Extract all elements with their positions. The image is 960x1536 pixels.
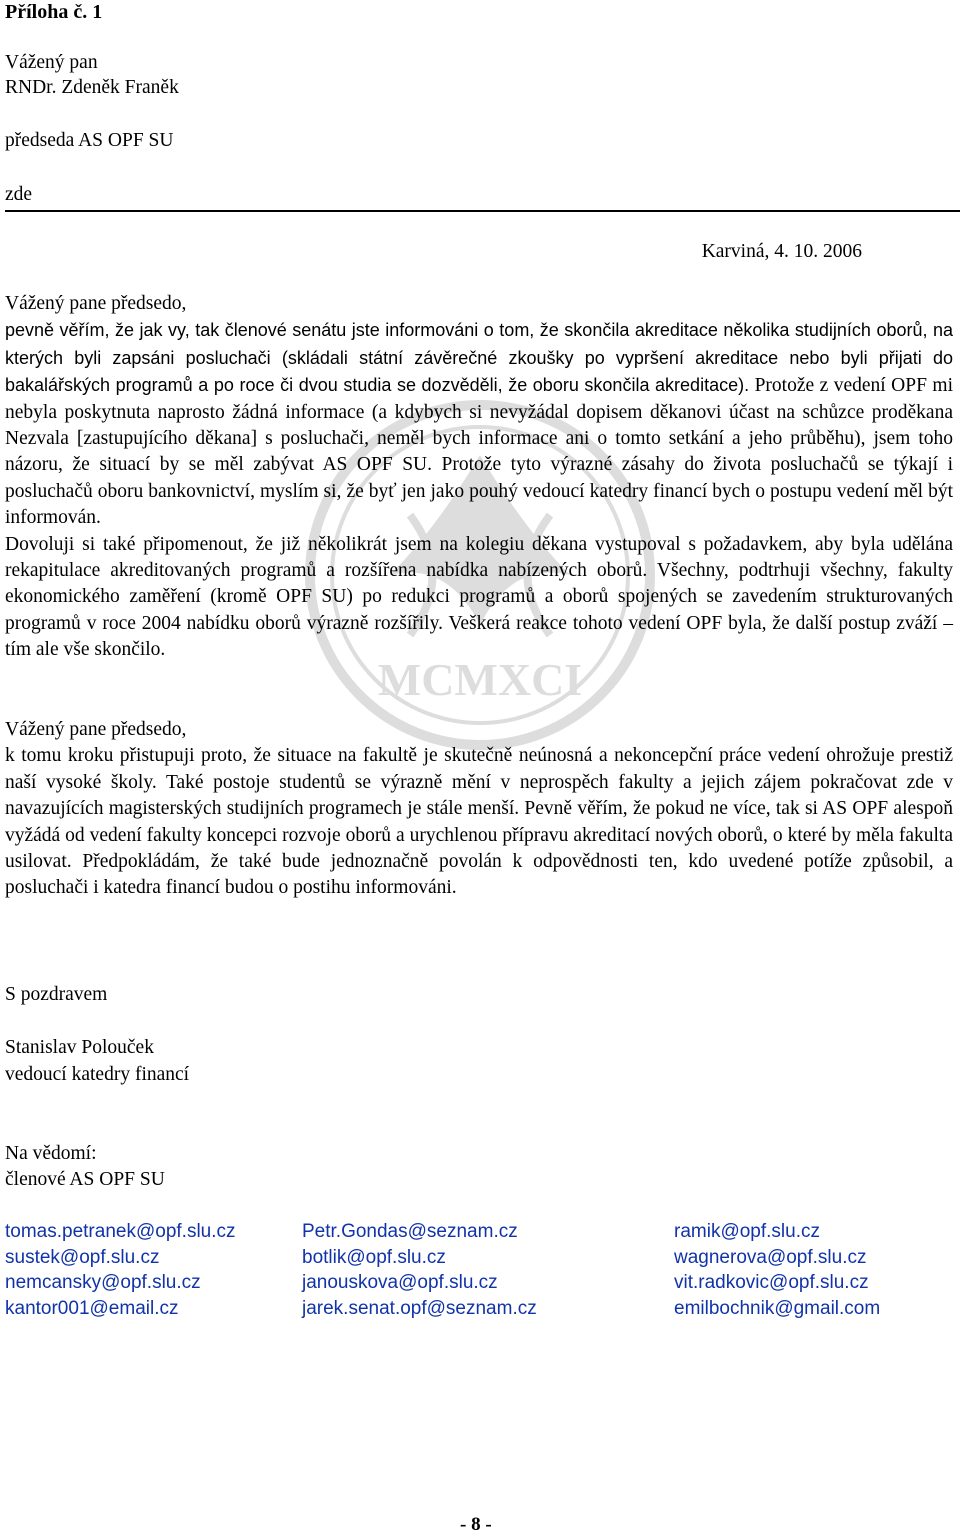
email-link[interactable]: botlik@opf.slu.cz [302,1246,446,1268]
greeting-2: Vážený pane předsedo, [5,719,187,740]
letter-paragraph-1 [5,291,953,664]
email-column-3 [674,1219,880,1321]
address-salutation: Vážený pan [5,52,98,73]
address-name: RNDr. Zdeněk Franěk [5,77,179,98]
signature-title: vedoucí katedry financí [5,1064,190,1085]
address-position: předseda AS OPF SU [5,130,174,151]
email-link[interactable]: wagnerova@opf.slu.cz [674,1246,867,1268]
email-column-1 [5,1219,236,1321]
email-link[interactable]: emilbochnik@gmail.com [674,1297,881,1319]
letter-paragraph-2 [5,717,953,902]
cc-recipients: členové AS OPF SU [5,1169,165,1190]
paragraph-1-serif-text: Protože z vedení OPF mi nebyla poskytnuta naprosto žádná informace (a kdybych si nevyžádal dopisem děkanovi účast na schůzce proděkana Nezvala [zastupujícího děkana] s posluchači, neměl bych informace ani o tomto setkání a jeho průběhu), jsem toho názoru, že situací by se měl zabývat AS OPF SU. Protože tyto výrazné zásahy do života posluchačů se týkají i posluchačů oboru bankovnictví, myslím si, že byť jen jako pouhý vedoucí katedry financí bych o postupu vedení měl být informován. [5,375,953,529]
header-divider [5,210,960,212]
signature-name: Stanislav Polouček [5,1037,154,1058]
email-link[interactable]: sustek@opf.slu.cz [5,1246,160,1268]
email-link[interactable]: jarek.senat.opf@seznam.cz [302,1297,537,1319]
email-link[interactable]: nemcansky@opf.slu.cz [5,1272,201,1293]
seal-text: MCMXCI [377,654,583,705]
email-link[interactable]: Petr.Gondas@seznam.cz [302,1221,518,1242]
email-link[interactable]: ramik@opf.slu.cz [674,1221,820,1242]
paragraph-2-body: k tomu kroku přistupuji proto, že situace na fakultě je skutečně neúnosná a nekoncepční práce vedení ohrožuje prestiž naší vysoké školy. Také postoje studentů se výrazně mění v neprospěch fakulty a jejich zájem pokračovat zde v navazujících magisterských studijních programech je stále menší. Pevně věřím, že pokud ne více, tak si AS OPF alespoň vyžádá od vedení fakulty koncepci rozvoje oborů a urychlenou přípravu akreditací nových oborů, o které by měla fakulta usilovat. Předpokládám, že také bude jednoznačně povolán k odpovědnosti ten, kdo uvedené potíže způsobil, a posluchači i katedra financí budou o postihu informováni. [5,745,953,899]
page-number: - 8 - [460,1514,492,1535]
email-link[interactable]: kantor001@email.cz [5,1297,179,1319]
email-link[interactable]: vit.radkovic@opf.slu.cz [674,1272,869,1293]
address-location: zde [5,184,33,205]
paragraph-1-sans-text: pevně věřím, že jak vy, tak členové senátu jste informováni o tom, že skončila akreditace několika studijních oborů, na kterých byli zapsáni posluchači (skládali státní závěrečné zkoušky po vypršení akreditace nebo byli přijati do bakalářských programů a po roce či dvou studia se dozvěděli, že oboru skončila akreditace). [5,320,953,396]
greeting-1: Vážený pane předsedo, [5,293,187,314]
email-link[interactable]: janouskova@opf.slu.cz [302,1272,498,1293]
attachment-heading: Příloha č. 1 [5,1,103,23]
cc-label: Na vědomí: [5,1143,97,1164]
paragraph-1-body [5,317,953,531]
paragraph-1-continuation: Dovoluji si také připomenout, že již několikrát jsem na kolegiu děkana vystupoval s požadavkem, aby byla udělána rekapitulace akreditovaných programů a rozšířena nabídka nabízených oborů. Všechny, podtrhuji všechny, fakulty ekonomického zaměření (kromě OPF SU) po redukci programů a oborů spojených se zavedením strukturovaných programů v roce 2004 nabídku oborů výrazně rozšířily. Veškerá reakce tohoto vedení OPF byla, že další postup zváží – tím ale vše skončilo. [5,533,953,661]
closing-text: S pozdravem [5,984,108,1005]
email-link[interactable]: tomas.petranek@opf.slu.cz [5,1221,236,1242]
letter-date: Karviná, 4. 10. 2006 [701,241,862,262]
email-column-2 [302,1219,537,1321]
